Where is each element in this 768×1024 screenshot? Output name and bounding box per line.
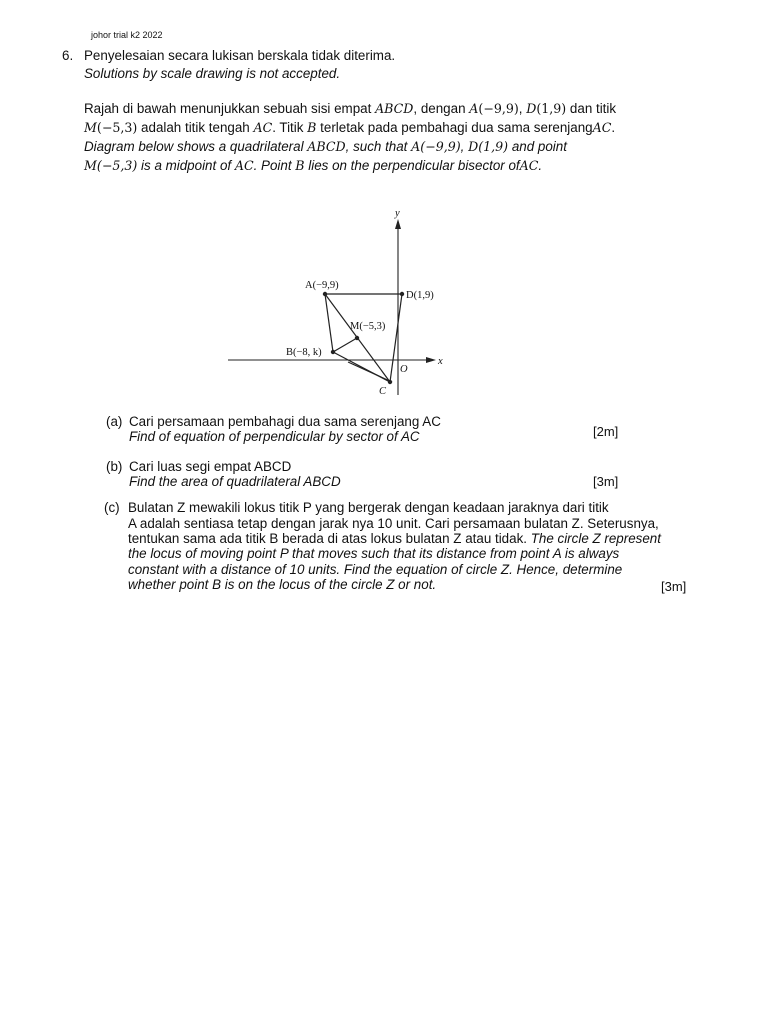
note-english: Solutions by scale drawing is not accepted. [84,66,341,81]
point-c [388,380,392,384]
point-m [355,336,359,340]
label-a: A(−9,9) [305,280,339,291]
label-m: M(−5,3) [350,321,386,332]
point-b [331,350,335,354]
intro-english-line-1: Diagram below shows a quadrilateral ABCD, such that A(−9,9), D(1,9) and point [84,139,567,154]
label-c: C [379,386,387,397]
label-y: y [395,208,400,219]
question-number: 6. [62,48,74,63]
part-b-text-malay: Cari luas segi empat ABCD [129,459,292,474]
part-c-marks: [3m] [661,579,687,594]
label-x: x [438,356,443,367]
part-c-line-1: Bulatan Z mewakili lokus titik P yang bergerak dengan keadaan jaraknya dari titik [128,500,609,515]
header-note: johor trial k2 2022 [91,30,163,40]
part-b-marks: [3m] [593,474,619,489]
part-b-label: (b) [106,459,123,474]
point-d [400,292,404,296]
quadrilateral-diagram [0,0,768,420]
note-malay: Penyelesaian secara lukisan berskala tidak diterima. [84,48,396,63]
part-c-line-4: the locus of moving point P that moves such that its distance from point A is always [128,546,620,561]
point-a [323,292,327,296]
label-b: B(−8, k) [286,347,322,358]
part-a-text-english: Find of equation of perpendicular by sector of AC [129,429,420,444]
part-c-line-6: whether point B is on the locus of the circle Z or not. [128,577,437,592]
part-c-label: (c) [104,500,120,515]
part-a-marks: [2m] [593,424,619,439]
intro-malay-line-2: M(−5,3) adalah titik tengah AC. Titik B terletak pada pembahagi dua sama serenjangAC. [84,120,616,135]
intro-malay-line-1: Rajah di bawah menunjukkan sebuah sisi empat ABCD, dengan A(−9,9), D(1,9) dan titik [84,101,617,116]
x-axis-arrow [426,357,436,363]
perpendicular-bisector [333,338,357,352]
part-c-line-2: A adalah sentiasa tetap dengan jarak nya 10 unit. Cari persamaan bulatan Z. Seterusnya, [128,516,659,531]
part-a-label: (a) [106,414,123,429]
part-c-line-3: tentukan sama ada titik B berada di atas lokus bulatan Z atau tidak. The circle Z represent [128,531,661,546]
label-o: O [400,364,408,375]
label-d: D(1,9) [406,290,434,301]
part-b-text-english: Find the area of quadrilateral ABCD [129,474,341,489]
segment-near-c [348,362,392,382]
y-axis-arrow [395,219,401,229]
part-c-line-5: constant with a distance of 10 units. Find the equation of circle Z. Hence, determine [128,562,623,577]
part-a-text-malay: Cari persamaan pembahagi dua sama serenjang AC [129,414,441,429]
intro-english-line-2: M(−5,3) is a midpoint of AC. Point B lies on the perpendicular bisector ofAC. [84,158,543,173]
